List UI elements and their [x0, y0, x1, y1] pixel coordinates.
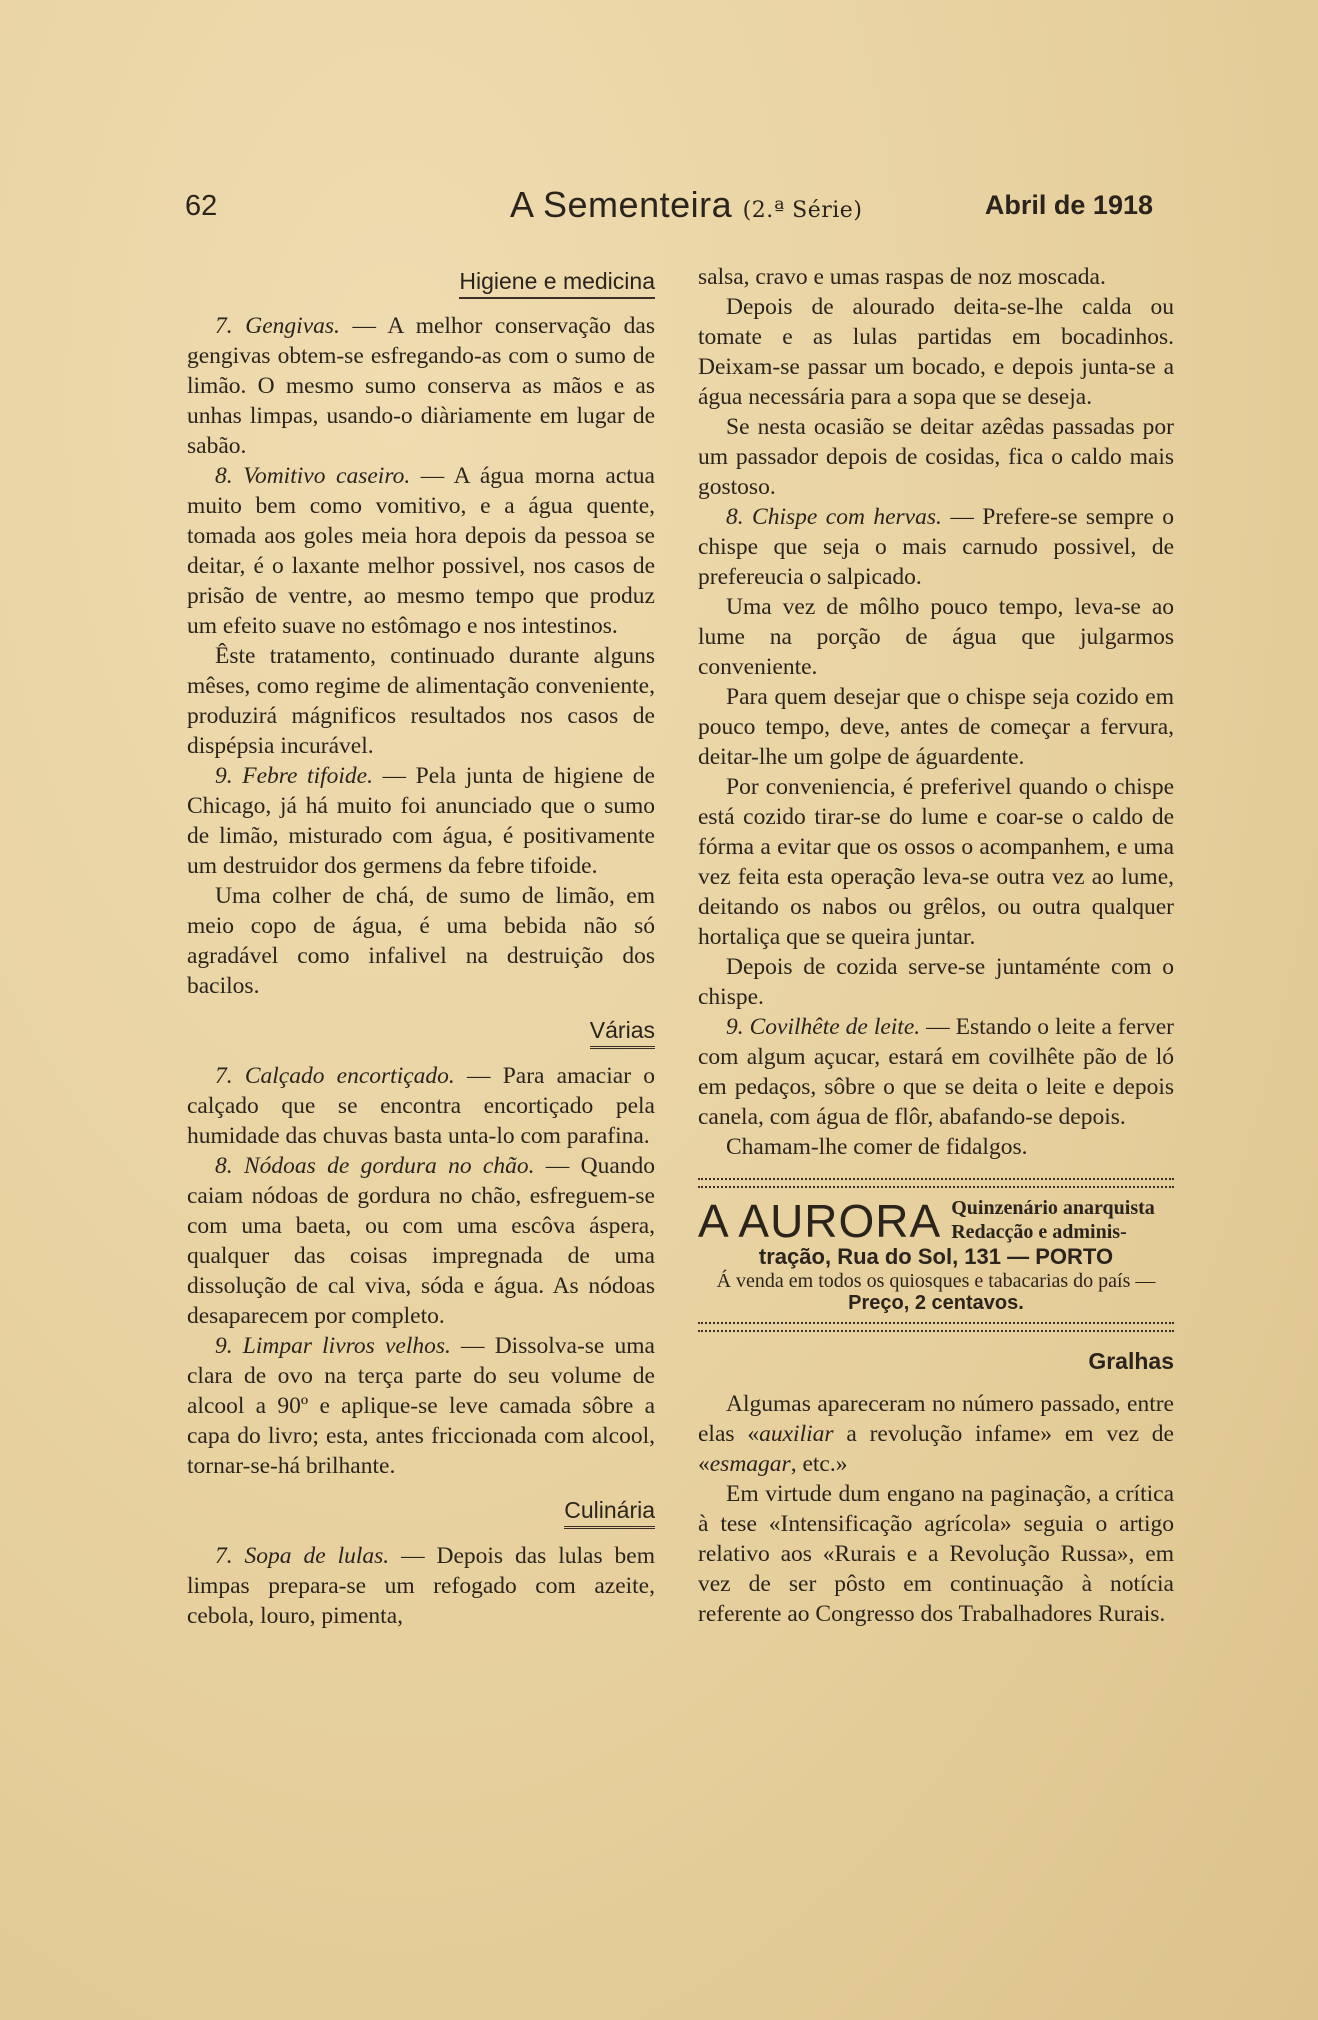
paragraph: 8. Chispe com hervas. — Prefere-se sempre o chispe que seja o mais carnudo possivel, de prefereucia o salpicado. — [698, 504, 1174, 590]
ad-top-border — [698, 1178, 1174, 1188]
paragraph: 8. Vomitivo caseiro. — A água morna actua muito bem como vomitivo, e a água quente, tomada aos goles meia hora depois da pessoa se deitar, é o laxante melhor possivel, nos casos de prisão de ventre, ao mesmo tempo que produz um efeito suave no estômago e nos intestinos. — [187, 463, 655, 639]
section-title-culinaria: Culinária — [187, 1495, 655, 1529]
section-title-varias: Várias — [187, 1015, 655, 1049]
paragraph: 9. Febre tifoide. — Pela junta de higiene de Chicago, já há muito foi anunciado que o sumo de limão, misturado com água, é positivamente um destruidor dos germens da febre tifoide. — [187, 763, 655, 879]
ad-address-line: tração, Rua do Sol, 131 — PORTO — [758, 1244, 1114, 1269]
paragraph: Algumas apareceram no número passado, entre elas «auxiliar a revolução infame» em vez de «esmagar, etc.» — [698, 1391, 1174, 1477]
series-label: (2.ª Série) — [742, 198, 863, 223]
section-title-gralhas: Gralhas — [1088, 1348, 1174, 1374]
ad-publication-name: A AURORA — [698, 1195, 942, 1247]
paragraph: Se nesta ocasião se deitar azêdas passadas por um passador depois de cosidas, fica o caldo mais gostoso. — [698, 414, 1174, 500]
page-number: 62 — [185, 190, 218, 222]
paragraph: Uma colher de chá, de sumo de limão, em meio copo de água, é uma bebida não só agradável como infalivel na destruição dos bacilos. — [187, 883, 655, 999]
paragraph: Em virtude dum engano na paginação, a crítica à tese «Intensificação agrícola» seguia o artigo relativo aos «Rurais e a Revolução Russa», em vez de ser pôsto em continuação à notícia referente ao Congresso dos Trabalhadores Rurais. — [698, 1481, 1174, 1627]
paragraph: 7. Sopa de lulas. — Depois das lulas bem limpas prepara-se um refogado com azeite, cebola, louro, pimenta, — [187, 1543, 656, 1629]
page-header — [185, 186, 1165, 226]
left-column — [187, 262, 655, 1631]
section-title-higiene: Higiene e medicina — [187, 266, 655, 299]
paragraph: Depois de cozida serve-se juntaménte com o chispe. — [698, 954, 1174, 1010]
ad-description: Quinzenário anarquista Redacção e adminis- — [951, 1197, 1155, 1243]
paragraph: Uma vez de môlho pouco tempo, leva-se ao lume na porção de água que julgarmos conveniente. — [698, 594, 1174, 680]
paragraph: 8. Nódoas de gordura no chão. — Quando caiam nódoas de gordura no chão, esfreguem-se com uma baeta, ou com uma escôva áspera, qualquer das coisas impregnada de uma dissolução de cal viva, sóda e água. As nódoas desaparecem por completo. — [187, 1153, 655, 1329]
paragraph: Por conveniencia, é preferivel quando o chispe está cozido tirar-se do lume e coar-se o caldo de fórma a evitar que os ossos o acompanhem, e uma vez feita esta operação leva-se outra vez ao lume, deitando os nabos ou grêlos, ou outra qualquer hortaliça que se queira juntar. — [698, 774, 1174, 950]
paragraph: 9. Covilhête de leite. — Estando o leite a ferver com algum açucar, estará em covilhête pão de ló em pedaços, sôbre o que se deita o leite e depois canela, com água de flôr, abafando-se depois. — [698, 1014, 1174, 1130]
right-column — [698, 262, 1174, 1629]
masthead-title-text: A Sementeira — [510, 184, 733, 225]
paragraph: Para quem desejar que o chispe seja cozido em pouco tempo, deve, antes de começar a fervura, deitar-lhe um golpe de águardente. — [698, 684, 1174, 770]
paragraph: 7. Calçado encortiçado. — Para amaciar o calçado que se encontra encortiçado pela humidade das chuvas basta unta-lo com parafina. — [187, 1063, 655, 1149]
advertisement-a-aurora — [698, 1178, 1174, 1332]
ad-header-row — [698, 1195, 1174, 1247]
ad-bottom-border — [698, 1322, 1174, 1332]
ad-price-line: Á venda em todos os quiosques e tabacarias do país — Preço, 2 centavos. — [716, 1270, 1156, 1314]
paragraph: Chamam-lhe comer de fidalgos. — [726, 1134, 1028, 1160]
paragraph: Êste tratamento, continuado durante alguns mêses, como regime de alimentação conveniente, produzirá mágnificos resultados nos casos de dispépsia incurável. — [187, 643, 655, 759]
issue-date: Abril de 1918 — [984, 190, 1153, 220]
masthead-title — [510, 184, 862, 226]
paragraph: 9. Limpar livros velhos. — Dissolva-se uma clara de ovo na terça parte do seu volume de alcool a 90º e aplique-se leve camada sôbre a capa do livro; esta, antes friccionada com alcool, tornar-se-há brilhante. — [187, 1333, 655, 1479]
paragraph: Depois de alourado deita-se-lhe calda ou tomate e as lulas partidas em bocadinhos. Deixam-se passar um bocado, e depois junta-se a água necessária para a sopa que se deseja. — [698, 294, 1174, 410]
paragraph: salsa, cravo e umas raspas de noz moscada. — [698, 264, 1106, 290]
paragraph: 7. Gengivas. — A melhor conservação das gengivas obtem-se esfregando-as com o sumo de limão. O mesmo sumo conserva as mãos e as unhas limpas, usando-o diàriamente em lugar de sabão. — [187, 313, 655, 459]
